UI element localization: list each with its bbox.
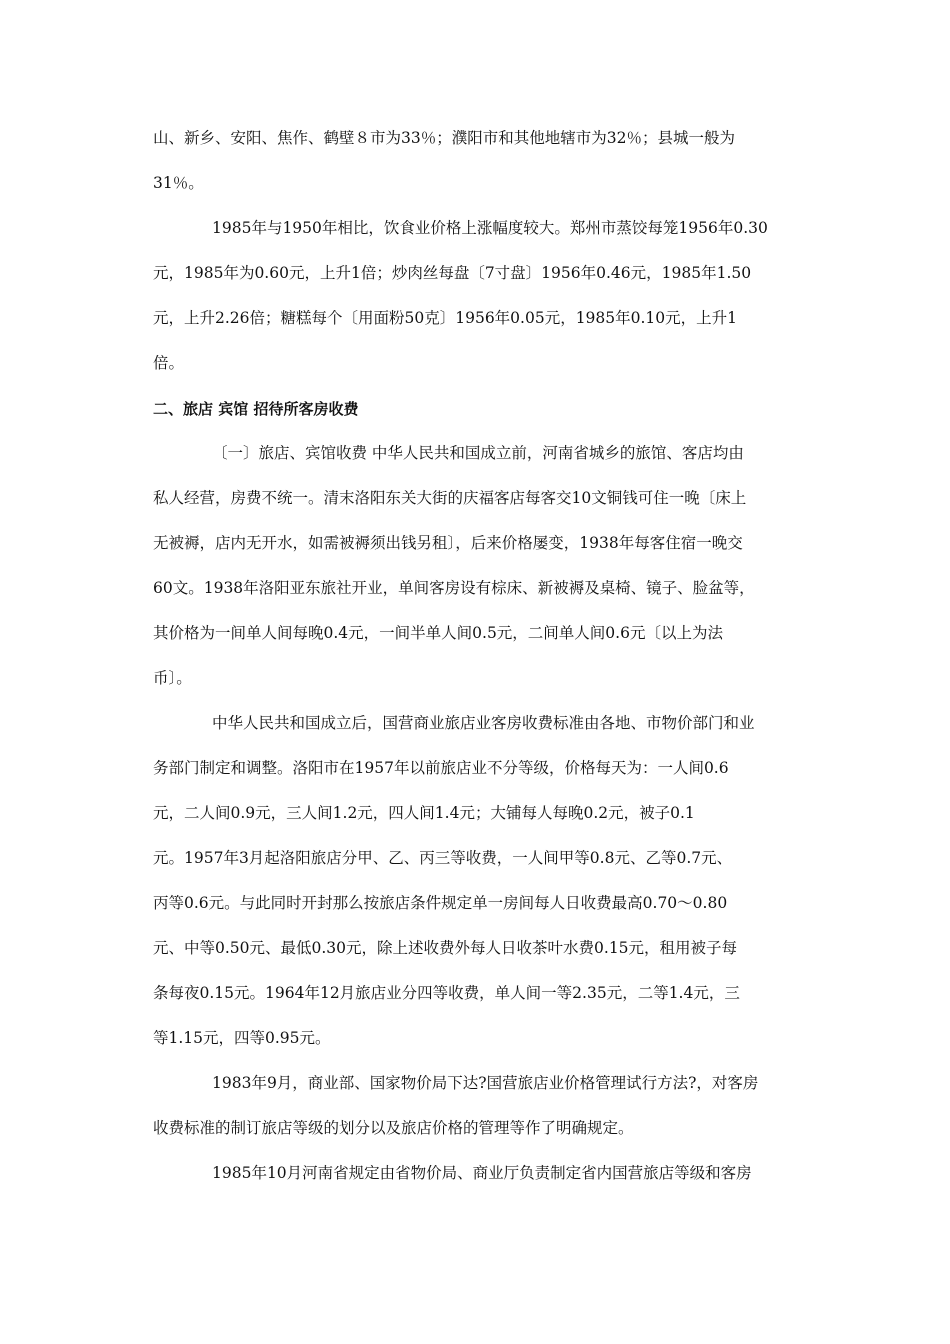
text-line: 务部门制定和调整。洛阳市在1957年以前旅店业不分等级，价格每天为：一人间0.6 bbox=[153, 759, 729, 777]
paragraph-start: 1985年与1950年相比，饮食业价格上涨幅度较大。郑州市蒸饺每笼1956年0.30 bbox=[212, 219, 768, 237]
section-heading: 二、旅店 宾馆 招待所客房收费 bbox=[153, 400, 359, 418]
text-line: 60文。1938年洛阳亚东旅社开业，单间客房设有棕床、新被褥及桌椅、镜子、脸盆等， bbox=[153, 579, 755, 597]
text-line: 收费标准的制订旅店等级的划分以及旅店价格的管理等作了明确规定。 bbox=[153, 1119, 634, 1137]
text-line: 等1.15元，四等0.95元。 bbox=[153, 1029, 331, 1047]
text-line: 元、中等0.50元、最低0.30元，除上述收费外每人日收茶叶水费0.15元，租用被子每 bbox=[153, 939, 738, 957]
paragraph-start: 1983年9月，商业部、国家物价局下达?国营旅店业价格管理试行方法?，对客房 bbox=[212, 1074, 759, 1092]
text-line: 元，上升2.26倍；糖糕每个〔用面粉50克〕1956年0.05元，1985年0.10元，上升1 bbox=[153, 309, 738, 327]
text-line: 丙等0.6元。与此同时开封那么按旅店条件规定单一房间每人日收费最高0.70～0.80 bbox=[153, 894, 728, 912]
text-line: 私人经营，房费不统一。清末洛阳东关大街的庆福客店每客交10文铜钱可住一晚〔床上 bbox=[153, 489, 747, 507]
text-line: 山、新乡、安阳、焦作、鹤壁８市为33％；濮阳市和其他地辖市为32％；县城一般为 bbox=[153, 129, 735, 147]
text-line: 倍。 bbox=[153, 354, 185, 372]
text-line: 其价格为一间单人间每晚0.4元，一间半单人间0.5元，二间单人间0.6元〔以上为法 bbox=[153, 624, 723, 642]
text-line: 币〕。 bbox=[153, 669, 192, 687]
text-line: 元，二人间0.9元，三人间1.2元，四人间1.4元；大铺每人每晚0.2元，被子0.1 bbox=[153, 804, 695, 822]
paragraph-start: 中华人民共和国成立后，国营商业旅店业客房收费标准由各地、市物价部门和业 bbox=[212, 714, 755, 732]
text-line: 元，1985年为0.60元，上升1倍；炒肉丝每盘〔7寸盘〕1956年0.46元，1985年1.50 bbox=[153, 264, 752, 282]
text-line: 条每夜0.15元。1964年12月旅店业分四等收费，单人间一等2.35元，二等1.4元，三 bbox=[153, 984, 740, 1002]
text-line: 无被褥，店内无开水，如需被褥须出钱另租〕，后来价格屡变，1938年每客住宿一晚交 bbox=[153, 534, 743, 552]
text-line: 31％。 bbox=[153, 174, 204, 192]
text-line: 元。1957年3月起洛阳旅店分甲、乙、丙三等收费，一人间甲等0.8元、乙等0.7元、 bbox=[153, 849, 733, 867]
paragraph-start: 1985年10月河南省规定由省物价局、商业厅负责制定省内国营旅店等级和客房 bbox=[212, 1164, 752, 1182]
paragraph-start: 〔一〕旅店、宾馆收费 中华人民共和国成立前，河南省城乡的旅馆、客店均由 bbox=[212, 444, 744, 462]
